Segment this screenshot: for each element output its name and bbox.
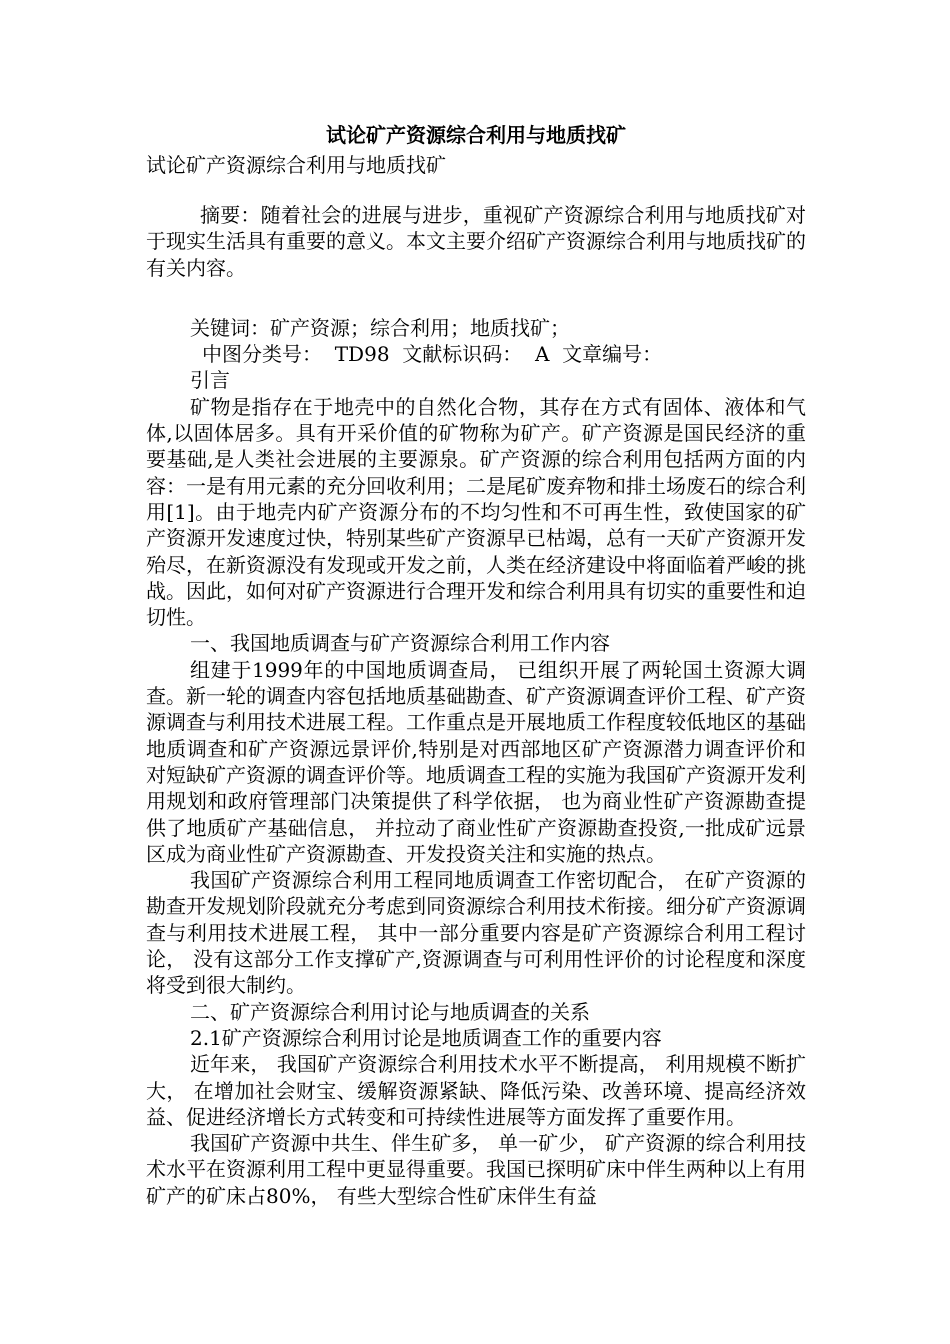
intro-heading: 引言 xyxy=(190,368,230,393)
section-2-1-paragraph-1: 近年来， 我国矿产资源综合利用技术水平不断提高， 利用规模不断扩大， 在增加社会财宝、缓解资源紧缺、降低污染、改善环境、提高经济效益、促进经济增长方式转变和可持续性进展等方面发挥了重要作用。 xyxy=(146,1052,806,1129)
section-2-1-heading: 2.1矿产资源综合利用讨论是地质调查工作的重要内容 xyxy=(190,1025,662,1050)
section-1-paragraph-1: 组建于1999年的中国地质调查局， 已组织开展了两轮国土资源大调查。新一轮的调查内容包括地质基础勘查、矿产资源调查评价工程、矿产资源调查与利用技术进展工程。工作重点是开展地质工作程度较低地区的基础地质调查和矿产资源远景评价,特别是对西部地区矿产资源潜力调查评价和对短缺矿产资源的调查评价等。地质调查工程的实施为我国矿产资源开发利用规划和政府管理部门决策提供了科学依据， 也为商业性矿产资源勘查提供了地质矿产基础信息， 并拉动了商业性矿产资源勘查投资,一批成矿远景区成为商业性矿产资源勘查、开发投资关注和实施的热点。 xyxy=(146,657,806,866)
document-page xyxy=(146,120,806,1209)
abstract-paragraph: 摘要：随着社会的进展与进步，重视矿产资源综合利用与地质找矿对于现实生活具有重要的意义。本文主要介绍矿产资源综合利用与地质找矿的有关内容。 xyxy=(146,203,806,280)
spacer xyxy=(146,281,806,315)
keywords-line: 关键词：矿产资源；综合利用；地质找矿； xyxy=(190,315,570,340)
section-2-1-paragraph-2: 我国矿产资源中共生、伴生矿多， 单一矿少， 矿产资源的综合利用技术水平在资源利用工程中更显得重要。我国已探明矿床中伴生两种以上有用矿产的矿床占80%， 有些大型综合性矿床伴生有益 xyxy=(146,1131,806,1208)
section-2-heading: 二、矿产资源综合利用讨论与地质调查的关系 xyxy=(190,999,590,1024)
document-title: 试论矿产资源综合利用与地质找矿 xyxy=(326,123,626,147)
spacer xyxy=(146,180,806,202)
document-subtitle: 试论矿产资源综合利用与地质找矿 xyxy=(146,153,446,177)
section-1-heading: 一、我国地质调查与矿产资源综合利用工作内容 xyxy=(190,631,610,656)
section-1-paragraph-2: 我国矿产资源综合利用工程同地质调查工作密切配合， 在矿产资源的勘查开发规划阶段就充分考虑到同资源综合利用技术衔接。细分矿产资源调查与利用技术进展工程， 其中一部分重要内容是矿产资源综合利用工程讨论， 没有这部分工作支撑矿产,资源调查与可利用性评价的讨论程度和深度将受到很大制约。 xyxy=(146,868,806,998)
intro-paragraph: 矿物是指存在于地壳中的自然化合物，其存在方式有固体、液体和气体,以固体居多。具有开采价值的矿物称为矿产。矿产资源是国民经济的重要基础,是人类社会进展的主要源泉。矿产资源的综合利用包括两方面的内容：一是有用元素的充分回收利用；二是尾矿废弃物和排土场废石的综合利用[1]。由于地壳内矿产资源分布的不均匀性和不可再生性，致使国家的矿产资源开发速度过快，特别某些矿产资源早已枯竭，总有一天矿产资源开发殆尽，在新资源没有发现或开发之前，人类在经济建设中将面临着严峻的挑战。因此，如何对矿产资源进行合理开发和综合利用具有切实的重要性和迫切性。 xyxy=(146,394,806,630)
classification-line: 中图分类号： TD98 文献标识码： A 文章编号： xyxy=(202,342,663,367)
